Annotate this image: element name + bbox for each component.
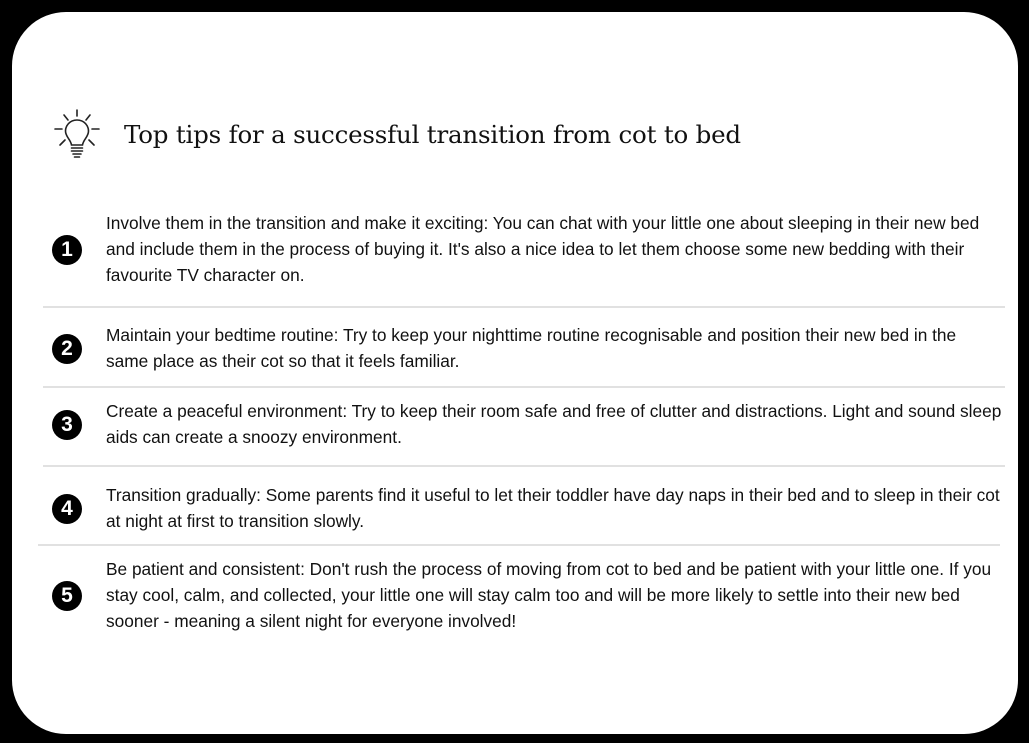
step-number-badge: 3 — [52, 410, 82, 440]
tips-card — [8, 8, 1022, 738]
tip-text: Be patient and consistent: Don't rush the process of moving from cot to bed and be patient with your little one. If you stay cool, calm, and collected, your little one will stay calm too and will be more likely to settle into their new bed sooner - meaning a silent night for everyone involved! — [106, 559, 992, 631]
step-number-badge: 2 — [52, 334, 82, 364]
tip-text: Involve them in the transition and make it exciting: You can chat with your little one about sleeping in their new bed and include them in the process of buying it. It's also a nice idea to let them choose some new bedding with their favourite TV character on. — [106, 213, 980, 285]
tip-text: Create a peaceful environment: Try to keep their room safe and free of clutter and distractions. Light and sound sleep aids can create a snoozy environment. — [106, 401, 1002, 447]
tip-item-5 — [42, 556, 1004, 636]
tip-item-4 — [42, 482, 1004, 536]
divider — [43, 306, 1005, 308]
step-number-badge: 5 — [52, 581, 82, 611]
step-number-badge: 1 — [52, 235, 82, 265]
tip-item-1 — [42, 210, 1004, 290]
tip-text: Maintain your bedtime routine: Try to keep your nighttime routine recognisable and position their new bed in the same place as their cot so that it feels familiar. — [106, 325, 957, 371]
tip-item-3 — [42, 398, 1004, 452]
tip-text: Transition gradually: Some parents find it useful to let their toddler have day naps in their bed and to sleep in their cot at night at first to transition slowly. — [106, 485, 1000, 531]
divider — [43, 465, 1005, 467]
step-number-badge: 4 — [52, 494, 82, 524]
divider — [38, 544, 1000, 546]
page-title: Top tips for a successful transition from cot to bed — [124, 119, 741, 149]
card-header — [52, 108, 741, 160]
tip-item-2 — [42, 322, 1004, 376]
lightbulb-icon — [52, 108, 102, 160]
divider — [43, 386, 1005, 388]
